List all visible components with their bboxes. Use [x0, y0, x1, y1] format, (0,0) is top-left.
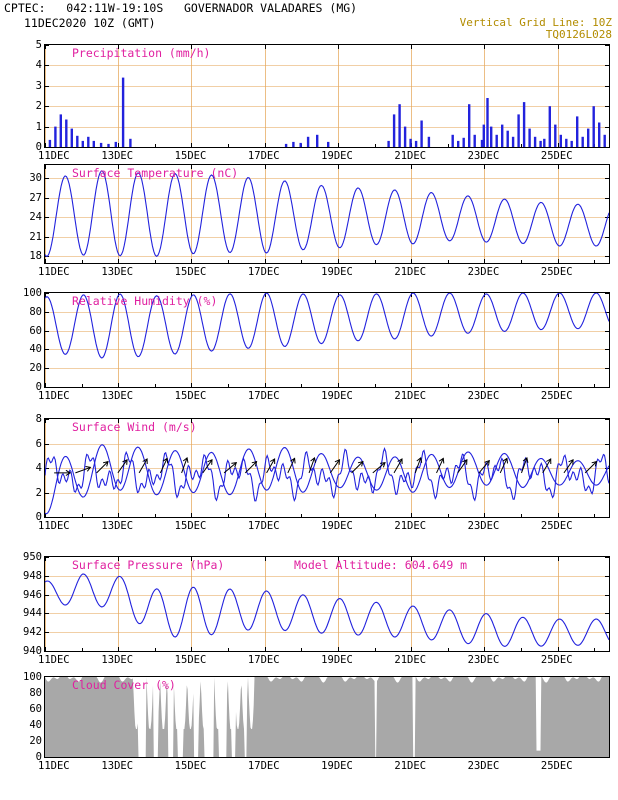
y-axis-label: 0	[35, 381, 42, 393]
panel-surface-wind	[0, 413, 618, 540]
panel-precipitation	[0, 39, 618, 170]
y-axis-label: 60	[29, 324, 42, 337]
y-axis-label: 6	[35, 437, 42, 450]
x-axis-label: 23DEC	[467, 654, 500, 666]
y-axis-label: 4	[35, 462, 42, 474]
y-tick	[45, 147, 49, 148]
y-axis-label: 80	[29, 687, 42, 699]
x-axis-label: 17DEC	[247, 760, 280, 772]
y-axis-label: 2	[35, 486, 42, 499]
x-axis-label: 21DEC	[394, 390, 427, 402]
x-axis-label: 19DEC	[321, 150, 353, 162]
y-axis-label: 30	[29, 172, 42, 185]
x-axis-label: 25DEC	[540, 390, 573, 402]
y-axis-label: 27	[29, 191, 42, 204]
x-axis-label: 15DEC	[174, 654, 207, 666]
y-axis-label: 20	[29, 735, 42, 747]
x-axis-label: 11DEC	[38, 150, 70, 162]
x-axis-label: 13DEC	[101, 266, 134, 278]
panel-title-precipitation: Precipitation (mm/h)	[72, 46, 211, 60]
panel-cloud-cover	[0, 671, 618, 780]
y-tick	[605, 147, 609, 148]
x-axis-label: 23DEC	[467, 760, 500, 772]
y-axis-label: 8	[35, 413, 42, 425]
y-axis-label: 18	[29, 250, 42, 263]
x-axis-label: 19DEC	[321, 266, 353, 278]
y-axis-label: 40	[29, 719, 42, 731]
y-tick	[605, 387, 609, 388]
y-axis-label: 944	[23, 607, 42, 620]
y-tick	[45, 387, 49, 388]
x-axis-label: 11DEC	[38, 520, 70, 532]
x-axis-label: 13DEC	[101, 520, 134, 532]
y-axis-label: 60	[29, 703, 42, 715]
x-axis-label: 25DEC	[540, 150, 573, 162]
x-axis-label: 25DEC	[540, 760, 573, 772]
y-axis-label: 21	[29, 230, 42, 243]
y-tick	[45, 517, 49, 518]
y-axis-label: 100	[23, 671, 42, 683]
y-axis-label: 946	[23, 588, 42, 601]
x-axis-label: 19DEC	[321, 654, 353, 666]
x-axis-label: 25DEC	[540, 654, 573, 666]
y-axis-label: 948	[23, 569, 42, 582]
x-axis-label: 23DEC	[467, 266, 500, 278]
x-axis-label: 15DEC	[174, 390, 207, 402]
y-axis-label: 950	[23, 551, 42, 563]
x-axis-label: 11DEC	[38, 266, 70, 278]
x-axis-label: 13DEC	[101, 390, 134, 402]
y-axis-label: 4	[35, 59, 42, 72]
x-axis-label: 11DEC	[38, 390, 70, 402]
x-axis-label: 17DEC	[247, 150, 280, 162]
y-axis-label: 20	[29, 362, 42, 375]
x-axis-label: 23DEC	[467, 150, 500, 162]
y-axis-label: 5	[35, 39, 42, 51]
x-axis-label: 21DEC	[394, 520, 427, 532]
y-axis-label: 80	[29, 305, 42, 318]
x-axis-label: 17DEC	[247, 520, 280, 532]
x-axis-label: 23DEC	[467, 520, 500, 532]
y-axis-label: 942	[23, 626, 42, 639]
panel-title-surface-pressure: Surface Pressure (hPa)	[72, 558, 225, 572]
x-axis-label: 25DEC	[540, 266, 573, 278]
x-axis-label: 11DEC	[38, 760, 70, 772]
header-grid-line-note: Vertical Grid Line: 10Z	[459, 16, 612, 29]
series-precipitation	[45, 45, 609, 147]
x-axis-label: 19DEC	[321, 760, 353, 772]
x-axis-label: 17DEC	[247, 654, 280, 666]
x-axis-label: 17DEC	[247, 390, 280, 402]
header-datetime: 11DEC2020 10Z (GMT)	[24, 16, 156, 30]
panel-title-surface-wind: Surface Wind (m/s)	[72, 420, 197, 434]
x-axis-label: 13DEC	[101, 654, 134, 666]
y-tick	[605, 757, 609, 758]
x-axis-label: 21DEC	[394, 266, 427, 278]
x-axis-label: 13DEC	[101, 150, 134, 162]
header-model-id: TQ0126L028	[545, 28, 612, 41]
y-axis-label: 1	[35, 120, 42, 133]
header-station-line: CPTEC: 042:11W-19:10S GOVERNADOR VALADARES (MG)	[4, 1, 358, 15]
x-axis-label: 15DEC	[174, 150, 207, 162]
x-axis-label: 13DEC	[101, 760, 134, 772]
panel-title-surface-temperature: Surface Temperature (nC)	[72, 166, 239, 180]
x-axis-label: 11DEC	[38, 654, 70, 666]
y-axis-label: 2	[35, 100, 42, 113]
y-axis-label: 0	[35, 141, 42, 153]
y-axis-label: 40	[29, 343, 42, 356]
x-axis-label: 25DEC	[540, 520, 573, 532]
y-axis-label: 100	[23, 287, 42, 299]
panel-relative-humidity	[0, 287, 618, 410]
x-axis-label: 15DEC	[174, 520, 207, 532]
y-tick	[605, 651, 609, 652]
x-axis-label: 15DEC	[174, 266, 207, 278]
y-axis-label: 940	[23, 645, 42, 657]
x-axis-label: 21DEC	[394, 654, 427, 666]
y-axis-label: 3	[35, 79, 42, 92]
panel-subtitle-surface-pressure: Model Altitude: 604.649 m	[294, 558, 468, 572]
x-axis-label: 15DEC	[174, 760, 207, 772]
y-tick	[45, 651, 49, 652]
x-axis-label: 21DEC	[394, 760, 427, 772]
y-tick	[45, 757, 49, 758]
panel-surface-pressure	[0, 551, 618, 674]
x-axis-label: 17DEC	[247, 266, 280, 278]
panel-title-cloud-cover: Cloud Cover (%)	[72, 678, 176, 692]
panel-surface-temperature	[0, 164, 618, 286]
x-axis-label: 21DEC	[394, 150, 427, 162]
x-axis-label: 19DEC	[321, 390, 353, 402]
y-tick	[605, 517, 609, 518]
header	[0, 0, 618, 41]
x-axis-label: 19DEC	[321, 520, 353, 532]
panel-title-relative-humidity: Relative Humidity (%)	[72, 294, 218, 308]
x-axis-label: 23DEC	[467, 390, 500, 402]
y-axis-label: 0	[35, 751, 42, 763]
y-axis-label: 0	[35, 511, 42, 523]
y-axis-label: 24	[29, 211, 42, 224]
